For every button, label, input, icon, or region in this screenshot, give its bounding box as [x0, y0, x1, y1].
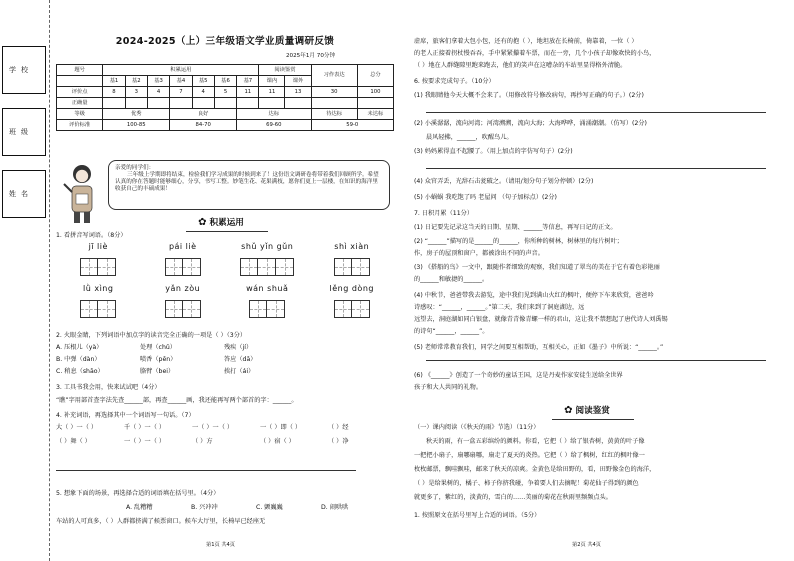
writing-cell[interactable]	[80, 258, 98, 276]
table-cell: 30	[311, 87, 357, 98]
writing-cell[interactable]	[258, 258, 276, 276]
question-6-3: (3) 妈妈累得直不起腰了。（用上加点的字仿写句子）(2分)	[414, 148, 573, 155]
question-7-3: (3) 《搭船的鸟》一文中，跟随作者细致的观察，我们知道了翠鸟的美在于它有着色彩艳丽	[414, 264, 660, 271]
score-table	[56, 64, 394, 131]
question-7-2: (2) “______”描写的是______的______，你所种的树林，树林里的每片树叶；	[414, 238, 623, 245]
writing-cell[interactable]	[352, 258, 370, 276]
table-cell[interactable]	[311, 98, 357, 109]
table-cell: 基1	[103, 76, 125, 87]
option-text: 处理（chǔ）	[140, 344, 176, 351]
writing-cell[interactable]	[240, 258, 258, 276]
greeting-salute: 亲爱的同学们：	[115, 165, 155, 171]
reading-question-1: 1. 按照原文在括号里写上合适的词语。（5分）	[414, 512, 541, 519]
table-row	[57, 87, 394, 98]
flower-icon: ✿	[564, 404, 573, 416]
writing-cell[interactable]	[165, 300, 183, 318]
table-cell: 11	[237, 87, 259, 98]
table-cell: 良好	[170, 109, 237, 120]
writing-cell[interactable]	[98, 258, 116, 276]
table-cell[interactable]	[192, 98, 214, 109]
option-text: 残疾（jí）	[224, 344, 253, 351]
writing-cell[interactable]	[183, 258, 201, 276]
section-title: 积累运用	[209, 217, 244, 228]
answer-line[interactable]	[56, 470, 356, 471]
option-text: 答应（dā）	[224, 356, 257, 363]
fill-item[interactable]: （ ）宿（ ）	[260, 438, 295, 445]
option-text: 喷香（pēn）	[140, 356, 177, 363]
question-7-6: (6) 《______》创造了一个奇妙的童话王国，这是丹麦作家安徒生送给全世界	[414, 372, 623, 379]
question-6-label: 6. 按要求完成句子。（10分）	[414, 78, 495, 85]
section-heading-reading	[532, 404, 642, 418]
table-row	[57, 109, 394, 120]
table-cell: 84-70	[170, 120, 237, 131]
question-7-2b: 作，房子的屋顶和窗户，都被涂出不同的声音。	[414, 250, 544, 257]
table-cell: 5	[214, 87, 236, 98]
table-cell: 达标	[237, 109, 311, 120]
question-7-4: (4) 中秋节，爸爸带我去游览，途中我们见到满山火红的枫叶，便停下车来欣赏，爸爸吟	[414, 292, 654, 299]
writing-cell[interactable]	[98, 300, 116, 318]
question-4-label: 4. 补充词语，再选择其中一个词语写一句话。（7）	[56, 412, 195, 419]
table-cell: 优秀	[103, 109, 170, 120]
answer-line[interactable]	[426, 168, 766, 169]
reading-line: （ ）是给果树的，橘子、柿子你挤我碰，争着要人们去摘呢！菊花仙子得到的颜色	[414, 480, 639, 487]
question-2-label: 2. 火眼金睛，下列词语中加点字的读音完全正确的一项是（ ）（3分）	[56, 332, 247, 339]
table-cell: 正确量	[57, 98, 103, 109]
pinyin-row-2	[56, 284, 394, 294]
writing-cell[interactable]	[276, 258, 294, 276]
table-cell: 基2	[125, 76, 147, 87]
option-text: C. 颤巍巍	[256, 504, 283, 511]
table-cell: 基6	[214, 76, 236, 87]
fill-item[interactable]: 一（ ）一（ ）	[192, 424, 234, 431]
option-text: B. 中弹（dàn）	[56, 356, 101, 363]
table-cell: 100-85	[103, 120, 170, 131]
table-cell[interactable]	[103, 98, 125, 109]
table-cell: 课内	[259, 76, 285, 87]
flower-icon: ✿	[198, 216, 207, 228]
fill-item[interactable]: 千（ ）一（ ）	[124, 424, 166, 431]
table-row	[57, 120, 394, 131]
writing-grid-row-1	[56, 258, 394, 276]
question-7-4d: 的诗句“______，______”。	[414, 328, 489, 335]
table-cell[interactable]	[285, 98, 311, 109]
table-cell: 评价标准	[57, 120, 103, 131]
table-cell[interactable]	[125, 98, 147, 109]
table-cell: 基3	[147, 76, 169, 87]
writing-cell[interactable]	[80, 300, 98, 318]
table-cell: 课外	[285, 76, 311, 87]
writing-cell[interactable]	[334, 300, 352, 318]
reading-line: 就更多了，紫红的，淡黄的，雪白的……美丽的菊花在秋雨里频频点头。	[414, 494, 612, 501]
teacher-illustration	[62, 162, 102, 224]
table-cell[interactable]	[237, 98, 259, 109]
question-5-label: 5. 想象下面的场景，再选择合适的词语填在括号里。（4分）	[56, 490, 220, 497]
table-cell: 4	[192, 87, 214, 98]
table-cell: 基5	[192, 76, 214, 87]
passage-line: 虚席，旅客们拿着大包小包，还有的抱（ ），地坦放在长椅前，倚靠着，一位（ ）	[414, 38, 638, 45]
fill-item[interactable]: （ ）方	[192, 438, 213, 445]
binding-strip	[0, 0, 50, 561]
pinyin: lěng dòng	[329, 284, 374, 293]
question-7-4c: 远望去，洞庭湖如同白银盘，就像青青像青螺一样的君山，这让我不禁想起了唐代诗人刘禹锡	[414, 316, 668, 323]
table-cell: 积累运用	[103, 65, 259, 76]
question-7-label: 7. 日积月累（11分）	[414, 210, 474, 217]
option-text: 胳臂（bei）	[140, 368, 175, 375]
question-7-4b: 诗感叹：“______，______。”第二天，我们来到了洞庭湖边，远	[414, 304, 585, 311]
greeting-bubble	[108, 160, 390, 210]
greeting-body: 三年级上学期即将结束，检验我们学习成果的时候到来了！这份语文调研卷将带着我们回顾所学。希望认真的你在答题时能够细心，分享，书写工整。妙笔生花、花果满枝，愿你们更上一层楼，在知识的海洋里收获自己的丰硕成果！	[115, 171, 379, 192]
pinyin: wán shuǎ	[246, 284, 289, 293]
option-text: B. 兴冲冲	[191, 504, 218, 511]
pinyin: jī liè	[88, 242, 108, 251]
table-cell: 59-0	[311, 120, 394, 131]
table-cell	[57, 76, 103, 87]
question-2-option-c[interactable]	[56, 368, 394, 376]
fill-item[interactable]: 一（ ）即（ ）	[260, 424, 302, 431]
question-5-text: 车站的人可真多，（ ）人群都挤满了候票窗口。候车大厅里，长椅早已经座无	[56, 518, 266, 525]
table-cell: 习作表达	[311, 65, 357, 87]
pinyin: pái liè	[168, 242, 197, 251]
table-cell: 未达标	[357, 109, 393, 120]
table-cell: 总分	[357, 65, 393, 87]
pinyin: shì xiàn	[334, 242, 370, 251]
class-label: 班级	[9, 128, 33, 136]
table-row	[57, 65, 394, 76]
question-3-text: “瞧”字用部首查字法先查______部，再查______画，我还能再写两个部首的字：______。	[56, 397, 298, 404]
pinyin: shǔ yǐn gǔn	[241, 242, 294, 251]
table-cell: 基4	[170, 76, 192, 87]
page-footer-right: 第2页 共4页	[572, 542, 601, 548]
table-cell[interactable]	[214, 98, 236, 109]
question-7-5: (5) 老师常常教育我们，同学之间要互相帮助，互相关心，正如《墨子》中所说：“______。”	[414, 344, 664, 351]
reading-line: 一把把小扇子，扇哪扇哪，扇走了夏天的炎热。它把（ ）给了枫树，红红的枫叶像一	[414, 452, 645, 459]
table-cell: 4	[147, 87, 169, 98]
table-cell: 13	[285, 87, 311, 98]
question-5-options	[126, 504, 386, 512]
table-cell: 7	[170, 87, 192, 98]
writing-cell[interactable]	[267, 300, 285, 318]
table-cell[interactable]	[170, 98, 192, 109]
fill-item[interactable]: （ ）净	[328, 438, 349, 445]
option-text: A. 压根儿（yà）	[56, 344, 103, 351]
question-4-row-2	[56, 438, 394, 446]
question-6-2: (2) 小溪潺潺，流向河湾；河湾溯溯，流向大海；大海哗哗，涌涌潮潮。（仿写）(2分)	[414, 120, 647, 127]
pinyin-row-1	[56, 242, 394, 252]
pinyin: yǎn zòu	[165, 284, 201, 293]
right-page	[402, 0, 794, 561]
reading-line: 秋天的雨，有一盒五彩缤纷的颜料。你看，它把（ ）给了银杏树，黄黄的叶子像	[426, 438, 645, 445]
table-cell: 69-60	[237, 120, 311, 131]
reading-heading: （一）课内阅读（《秋天的雨》节选）（11分）	[414, 424, 540, 431]
table-cell: 待达标	[311, 109, 357, 120]
passage-line: （ ）地在人群缝隙里跑来跑去，他们的笑声在这嘈杂的车站里显得格外清脆。	[414, 62, 627, 69]
table-cell: 基7	[237, 76, 259, 87]
table-cell: 评价点	[57, 87, 103, 98]
passage-line: 的老人正接着拐杖慢吞吞，手中紧紧攥着车票，而在一旁，几个小孩子却像欢快的小鸟，	[414, 50, 656, 57]
writing-cell[interactable]	[183, 300, 201, 318]
reading-line: 枚枚邮票，飘哇飘哇，邮来了秋天的凉爽。金黄色是给田野的，看，田野像金色的海洋，	[414, 466, 656, 473]
fill-item[interactable]: 一（ ）一（ ）	[124, 438, 166, 445]
table-cell: 3	[125, 87, 147, 98]
question-6-5: (5) 小蜗蜗 我吃饱了吗 老屋问 （句子加标点）(2分)	[414, 194, 557, 201]
option-text: A. 乱糟糟	[126, 504, 153, 511]
question-7-3b: 的______和敏捷的______。	[414, 276, 489, 283]
table-cell[interactable]	[357, 98, 393, 109]
question-2-option-a[interactable]	[56, 344, 394, 352]
answer-line[interactable]	[426, 360, 766, 361]
option-text: D. 闹哄哄	[321, 504, 349, 511]
pinyin: lǜ xìng	[83, 284, 114, 293]
option-text: 挨打（ái）	[224, 368, 255, 375]
question-1-label: 1. 看拼音写词语。（8分）	[56, 232, 127, 239]
question-6-1: (1) 我眼睛他今天大概不会来了。（用修改符号修改病句，再抄写正确的句子。）(2分)	[414, 92, 644, 99]
fill-item[interactable]: 大（ ）一（ ）	[56, 424, 98, 431]
writing-cell[interactable]	[352, 300, 370, 318]
page-footer-left: 第1页 共4页	[206, 542, 235, 548]
question-2-option-b[interactable]	[56, 356, 394, 364]
option-text: C. 稍息（shāo）	[56, 368, 104, 375]
question-7-1: (1) 日记要先记录这当天的日期、星期、______等信息，再写日记的正文。	[414, 224, 617, 231]
table-cell[interactable]	[147, 98, 169, 109]
name-label: 姓名	[9, 190, 33, 198]
writing-cell[interactable]	[249, 300, 267, 318]
writing-cell[interactable]	[334, 258, 352, 276]
table-cell: 等级	[57, 109, 103, 120]
table-cell[interactable]	[259, 98, 285, 109]
table-row	[57, 98, 394, 109]
writing-cell[interactable]	[165, 258, 183, 276]
table-cell: 阅读鉴赏	[259, 65, 311, 76]
fill-item[interactable]: （ ）舞（ ）	[56, 438, 91, 445]
answer-line[interactable]	[426, 112, 766, 113]
fill-item[interactable]: （ ）经	[328, 424, 349, 431]
section-heading-accumulate	[166, 216, 276, 230]
school-label: 学校	[9, 66, 33, 74]
writing-grid-row-2	[56, 300, 394, 318]
table-cell: 8	[103, 87, 125, 98]
question-3-label: 3. 工具书我会用，快来试试吧（4分）	[56, 384, 161, 391]
question-4-row-1	[56, 424, 394, 432]
section-title: 阅读鉴赏	[575, 405, 610, 416]
question-6-2-fill: 晨风轻拂，______，吹醒鸟儿。	[426, 134, 513, 141]
exam-date: 2025年1月 70分钟	[286, 53, 336, 59]
table-cell: 11	[259, 87, 285, 98]
question-6-4: (4) 众官弄丢，光辞石击瓮破之。（请用/划分句子划分停顿）(2分)	[414, 178, 594, 185]
question-7-6b: 孩子和大人共同的礼物。	[414, 384, 483, 391]
table-cell: 题号	[57, 65, 103, 76]
page-title: 2024-2025（上）三年级语文学业质量调研反馈	[115, 36, 335, 47]
table-cell: 100	[357, 87, 393, 98]
